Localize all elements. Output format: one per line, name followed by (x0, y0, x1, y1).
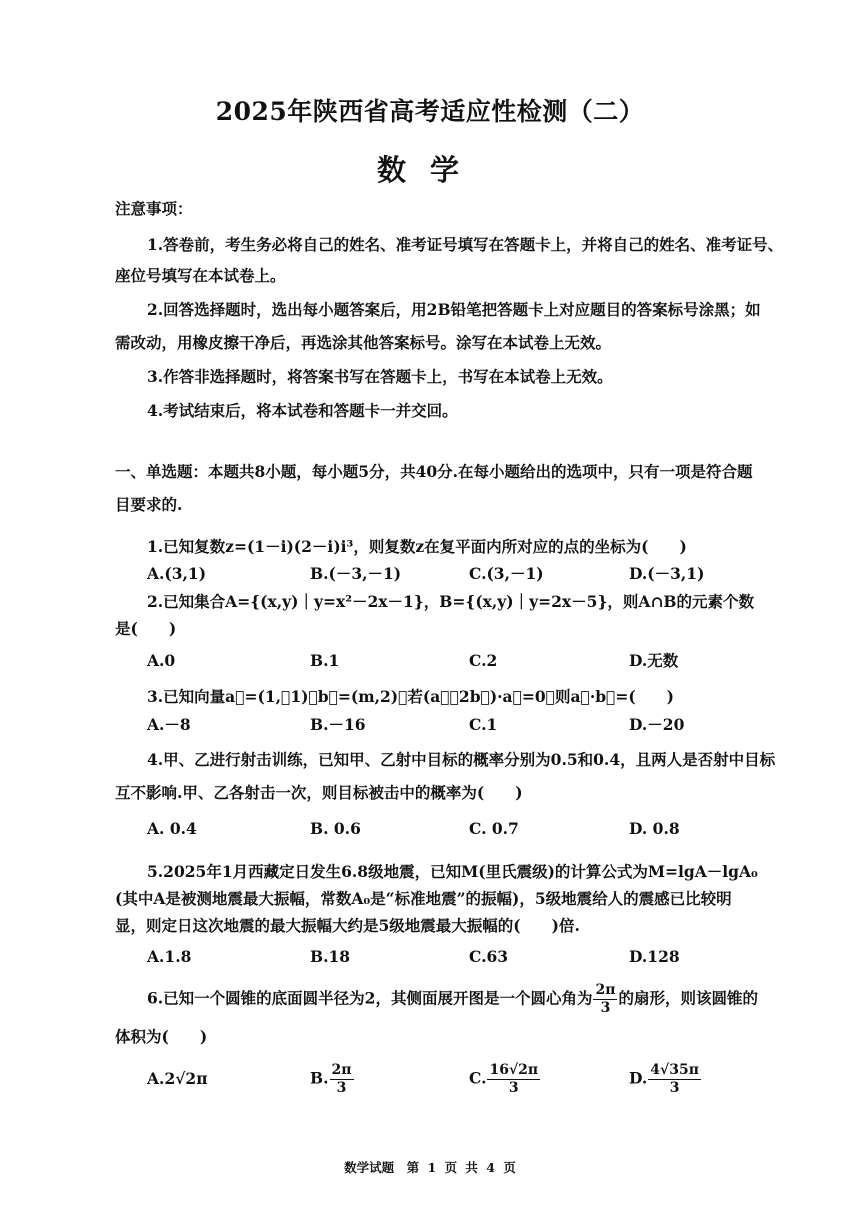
notice-heading: 注意事项： (115, 199, 193, 218)
question-6-option-d-denominator: 3 (669, 1080, 680, 1096)
question-6-option-b-numerator: 2π (331, 1062, 352, 1078)
question-2-stem-line-1: 2.已知集合A={(x,y)｜y=x²－2x－1}，B={(x,y)｜y=2x－5}，则A∩B的元素个数 (147, 592, 755, 611)
question-6-option-d-numerator: 4√35π (650, 1062, 699, 1078)
question-6-option-c-denominator: 3 (508, 1080, 519, 1096)
question-3-option-b: B.－16 (310, 715, 366, 734)
notice-item-2-line-1: 2.回答选择题时，选出每小题答案后，用2B铅笔把答题卡上对应题目的答案标号涂黑；如 (147, 300, 761, 319)
notice-item-2-line-2: 需改动，用橡皮擦干净后，再选涂其他答案标号。涂写在本试卷上无效。 (115, 333, 612, 352)
question-1-stem: 1.已知复数z=(1－i)(2－i)i³，则复数z在复平面内所对应的点的坐标为( ) (147, 537, 687, 556)
question-6-stem-part-a: 6.已知一个圆锥的底面圆半径为2，其侧面展开图是一个圆心角为 (147, 988, 593, 1008)
question-6-option-c (469, 1062, 541, 1097)
question-2-option-c: C.2 (469, 651, 498, 670)
question-6-stem-fraction-denominator: 3 (600, 1000, 611, 1016)
question-2-stem-line-2: 是( ) (115, 619, 177, 638)
question-2-option-b: B.1 (310, 651, 340, 670)
question-5-stem-line-2: (其中A是被测地震最大振幅，常数A₀是“标准地震”的振幅)，5级地震给人的震感已比较明 (115, 889, 732, 908)
question-6-option-a-value: 2√2π (164, 1069, 208, 1088)
question-5-option-a: A.1.8 (147, 947, 192, 966)
question-3-option-c: C.1 (469, 715, 498, 734)
section-1-heading-line-2: 目要求的. (115, 495, 183, 514)
question-3-stem: 3.已知向量a⃗=(1,－1)，b⃗=(m,2)，若(a⃗－2b⃗)·a⃗=0，则a⃗·b⃗=( ) (147, 687, 675, 706)
question-5-stem-line-3: 显，则定日这次地震的最大振幅大约是5级地震最大振幅的( )倍. (115, 916, 580, 935)
question-6-stem-line-1 (147, 982, 787, 1017)
question-6-option-d (629, 1062, 702, 1097)
notice-item-4: 4.考试结束后，将本试卷和答题卡一并交回。 (147, 401, 458, 420)
question-6-stem-line-2: 体积为( ) (115, 1027, 208, 1046)
question-6-stem-fraction (593, 982, 617, 1017)
question-6-option-a (147, 1068, 208, 1090)
question-3-option-d: D.－20 (629, 715, 685, 734)
question-4-stem-line-2: 互不影响.甲、乙各射击一次，则目标被击中的概率为( ) (115, 783, 523, 802)
question-5-stem-line-1: 5.2025年1月西藏定日发生6.8级地震，已知M(里氏震级)的计算公式为M=lgA－lgA₀ (147, 862, 758, 881)
question-6-option-c-fraction (487, 1062, 540, 1097)
question-2-option-a: A.0 (147, 651, 176, 670)
page-footer: 数学试题 第 1 页 共 4 页 (344, 1160, 516, 1175)
question-4-option-d: D. 0.8 (629, 819, 680, 838)
question-1-option-a: A.(3,1) (147, 564, 207, 583)
question-6-option-b-fraction (330, 1062, 354, 1097)
question-3-option-a: A.－8 (147, 715, 191, 734)
question-6-option-b-label: B. (310, 1068, 329, 1088)
question-5-option-c: C.63 (469, 947, 509, 966)
notice-item-1-line-2: 座位号填写在本试卷上。 (115, 266, 286, 285)
question-5-option-b: B.18 (310, 947, 351, 966)
question-5-option-d: D.128 (629, 947, 680, 966)
notice-item-3: 3.作答非选择题时，将答案书写在答题卡上，书写在本试卷上无效。 (147, 367, 613, 386)
question-1-option-c: C.(3,－1) (469, 564, 544, 583)
notice-item-1-line-1: 1.答卷前，考生务必将自己的姓名、准考证号填写在答题卡上，并将自己的姓名、准考证号、 (147, 235, 784, 254)
exam-title: 2025年陕西省高考适应性检测（二） (215, 97, 645, 126)
question-4-stem-line-1: 4.甲、乙进行射击训练，已知甲、乙射中目标的概率分别为0.5和0.4，且两人是否射中目标 (147, 750, 776, 769)
question-6-option-d-label: D. (629, 1068, 648, 1088)
exam-subject: 数学 (376, 153, 483, 187)
question-6-option-c-label: C. (469, 1068, 487, 1088)
question-6-stem-part-b: 的扇形，则该圆锥的 (618, 988, 758, 1008)
question-4-option-c: C. 0.7 (469, 819, 519, 838)
question-6-option-c-numerator: 16√2π (489, 1062, 539, 1078)
question-1-option-b: B.(－3,－1) (310, 564, 402, 583)
section-1-heading-line-1: 一、单选题：本题共8小题，每小题5分，共40分.在每小题给出的选项中，只有一项是符合题 (115, 462, 753, 481)
question-6-option-b (310, 1062, 355, 1097)
question-6-stem-fraction-numerator: 2π (595, 982, 616, 998)
question-6-option-d-fraction (648, 1062, 701, 1097)
question-2-option-d: D.无数 (629, 651, 679, 670)
question-1-option-d: D.(－3,1) (629, 564, 705, 583)
question-6-option-b-denominator: 3 (336, 1080, 347, 1096)
question-4-option-b: B. 0.6 (310, 819, 361, 838)
question-4-option-a: A. 0.4 (147, 819, 197, 838)
question-6-option-a-label: A. (147, 1069, 165, 1088)
